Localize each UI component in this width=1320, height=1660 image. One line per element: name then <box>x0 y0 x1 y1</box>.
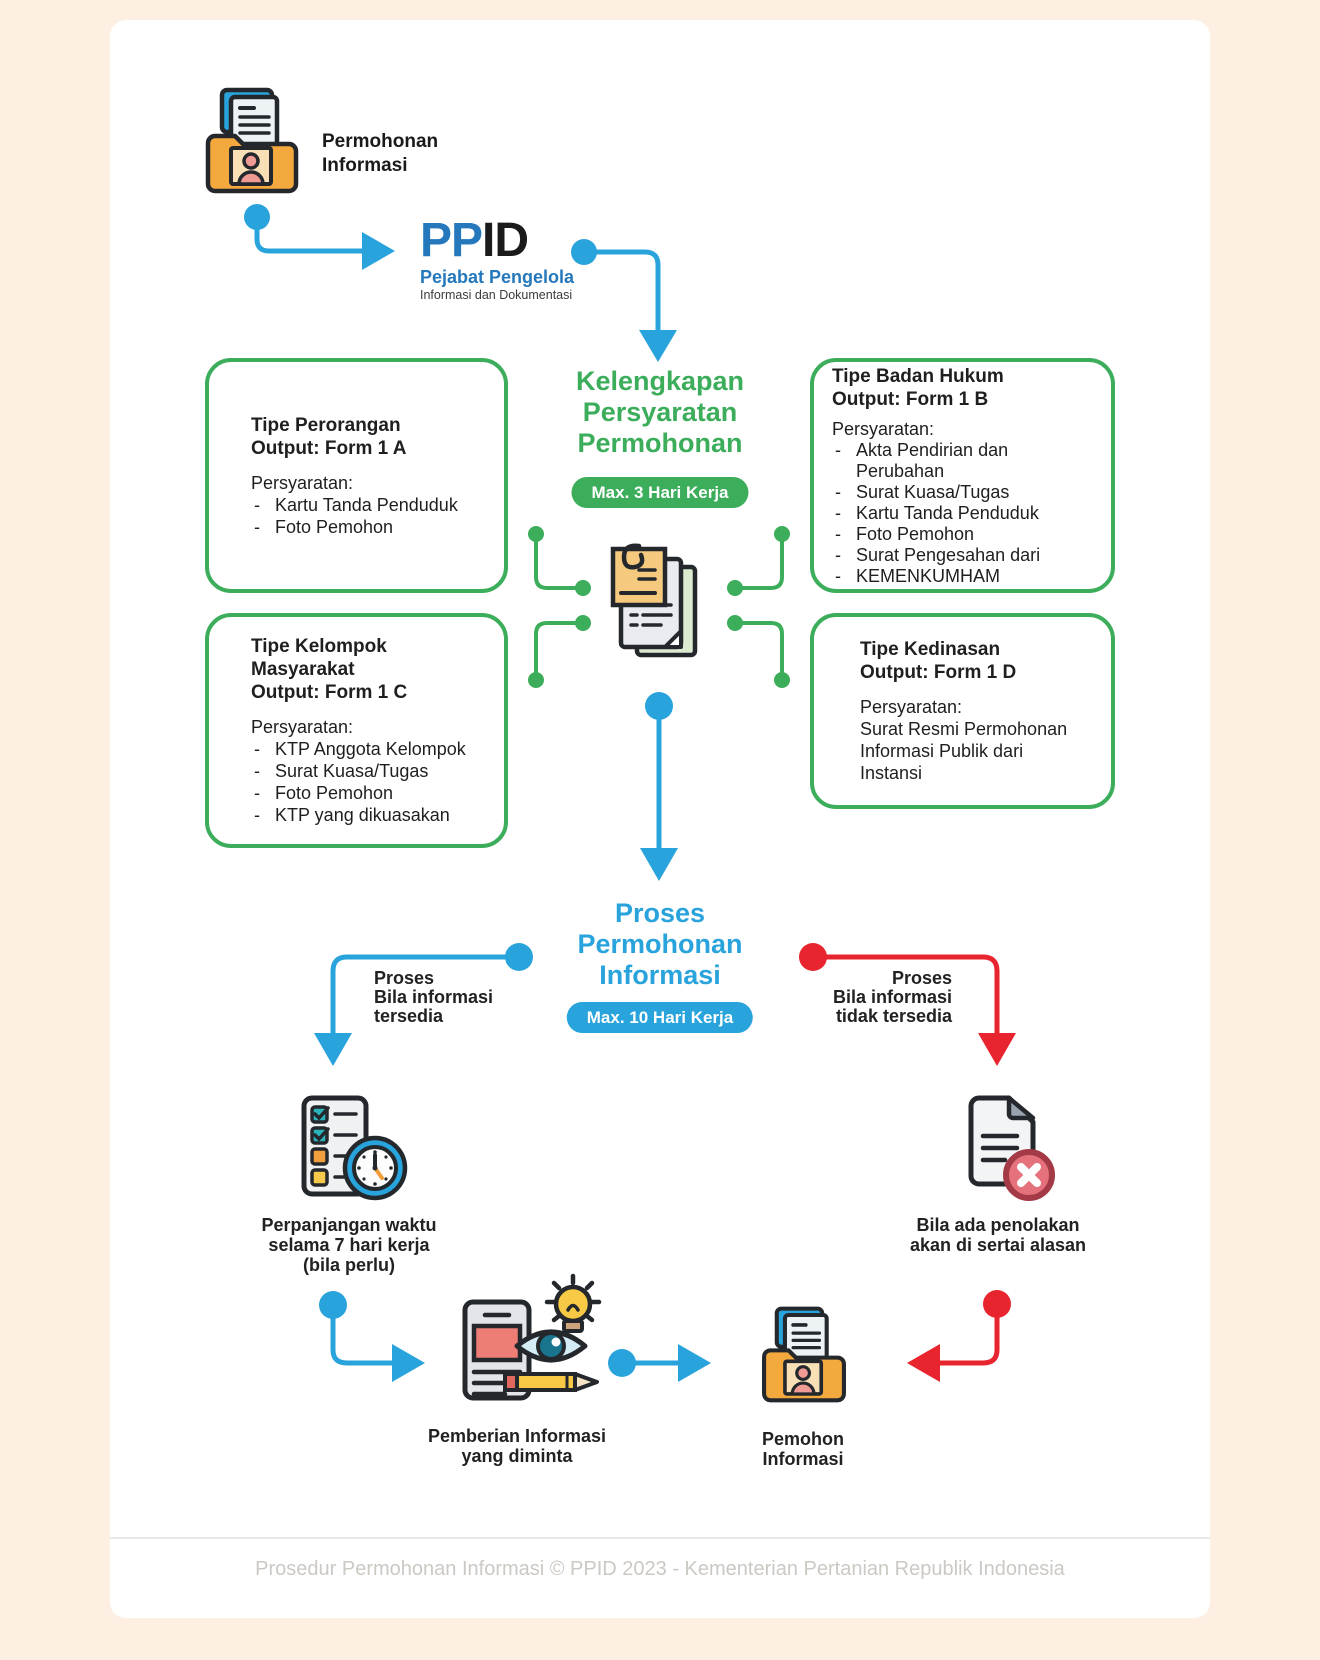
ppid-logo-word: PPID <box>420 214 529 267</box>
requirement-item: Informasi Publik dari <box>860 741 1024 761</box>
box-title: Tipe Perorangan Output: Form 1 A <box>251 414 407 459</box>
requester-caption: Pemohon Informasi <box>761 1429 845 1469</box>
ppid-logo <box>420 214 575 302</box>
box-tipe-kedinasan <box>810 613 1115 809</box>
stage2-heading: Proses Permohonan Informasi <box>577 898 743 990</box>
requirement-item: - Foto Pemohon <box>832 524 1099 545</box>
folder-user-icon <box>198 84 306 196</box>
requirements-label: Persyaratan: <box>251 717 354 737</box>
stage2-duration-badge: Max. 10 Hari Kerja <box>567 1002 753 1033</box>
box-title: Tipe Kelompok Masyarakat Output: Form 1 C <box>251 636 408 703</box>
extension-caption: Perpanjangan waktu selama 7 hari kerja (bila perlu) <box>261 1215 437 1275</box>
requirement-item: - Surat Kuasa/Tugas <box>251 760 492 782</box>
requirement-item: - KEMENKUMHAM <box>832 566 1099 587</box>
requirement-item: - Surat Kuasa/Tugas <box>832 482 1099 503</box>
document-rejected-icon <box>953 1094 1057 1204</box>
branch-label-available: Proses Bila informasi tersedia <box>374 968 494 1026</box>
requirements-label: Persyaratan: <box>251 472 354 493</box>
delivery-caption: Pemberian Informasi yang diminta <box>427 1426 607 1466</box>
box-tipe-perorangan <box>205 358 508 593</box>
branch-label-unavailable: Proses Bila informasi tidak tersedia <box>832 968 952 1026</box>
requirement-item: - Surat Pengesahan dari <box>832 545 1099 566</box>
requirement-item: - KTP yang dikuasakan <box>251 804 492 826</box>
requirement-item: - Kartu Tanda Penduduk <box>832 503 1099 524</box>
stage1-duration-badge: Max. 3 Hari Kerja <box>571 477 748 508</box>
start-node-label: Permohonan Informasi <box>322 131 439 176</box>
footer-divider <box>110 1537 1210 1539</box>
ppid-logo-line2: Informasi dan Dokumentasi <box>420 288 573 302</box>
requirements-label: Persyaratan: <box>832 418 935 439</box>
footer-credit: Prosedur Permohonan Informasi © PPID 2023 - Kementerian Pertanian Republik Indonesia <box>255 1558 1065 1580</box>
box-title: Tipe Kedinasan Output: Form 1 D <box>860 639 1017 683</box>
requirement-item: - Foto Pemohon <box>251 782 492 804</box>
ppid-logo-line1: Pejabat Pengelola <box>420 267 575 287</box>
requirement-item: Surat Resmi Permohonan <box>860 719 1068 739</box>
requirement-item: - Foto Pemohon <box>251 516 492 538</box>
stage1-heading: Kelengkapan Persyaratan Permohonan <box>575 366 745 458</box>
requirement-item: - KTP Anggota Kelompok <box>251 738 492 760</box>
folder-user-icon <box>755 1303 853 1405</box>
requirement-item: - Kartu Tanda Penduduk <box>251 494 492 516</box>
document-stack-icon <box>609 543 705 663</box>
box-title: Tipe Badan Hukum Output: Form 1 B <box>832 365 1004 410</box>
requirements-label: Persyaratan: <box>860 697 963 717</box>
rejection-caption: Bila ada penolakan akan di sertai alasan <box>909 1215 1087 1255</box>
box-tipe-badan-hukum <box>810 358 1115 593</box>
requirement-item: - Akta Pendirian dan Perubahan <box>832 440 1099 482</box>
box-tipe-kelompok-masyarakat <box>205 613 508 848</box>
requirement-item: Instansi <box>860 763 923 783</box>
review-info-icon <box>455 1272 605 1412</box>
checklist-clock-icon <box>290 1094 408 1209</box>
